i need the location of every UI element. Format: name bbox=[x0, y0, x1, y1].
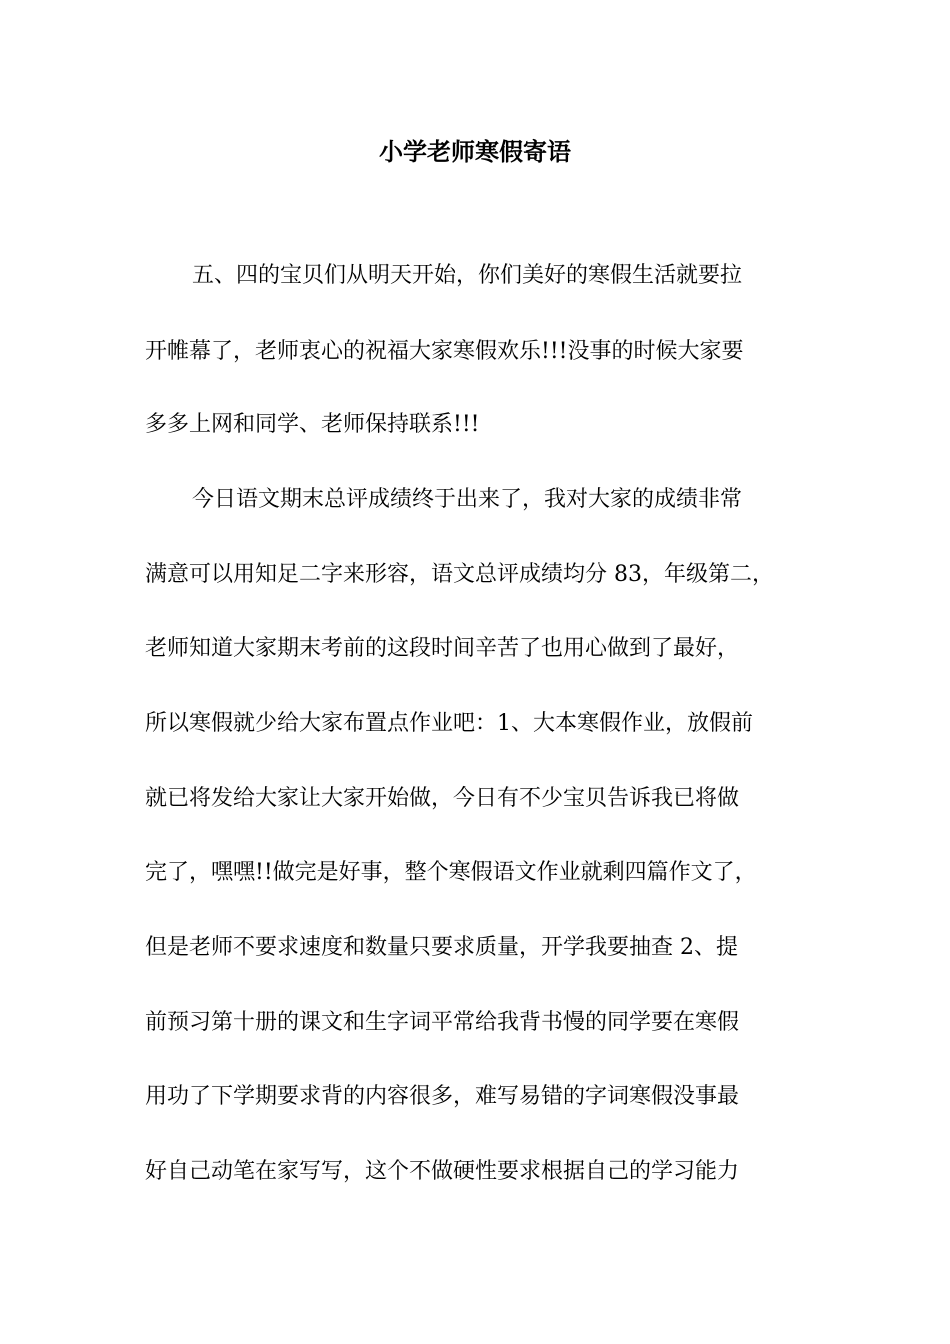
paragraph-2-line-8: 前预习第十册的课文和生字词平常给我背书慢的同学要在寒假 bbox=[145, 1010, 740, 1035]
paragraph-2-line-3: 老师知道大家期末考前的这段时间辛苦了也用心做到了最好， bbox=[145, 636, 740, 661]
document-title: 小学老师寒假寄语 bbox=[379, 137, 571, 166]
paragraph-1-line-2: 开帷幕了，老师衷心的祝福大家寒假欢乐!!!没事的时候大家要 bbox=[145, 339, 744, 364]
paragraph-2-line-5: 就已将发给大家让大家开始做，今日有不少宝贝告诉我已将做 bbox=[145, 786, 740, 811]
paragraph-2-line-6: 完了，嘿嘿!!做完是好事，整个寒假语文作业就剩四篇作文了， bbox=[145, 860, 757, 885]
paragraph-1-line-1: 五、四的宝贝们从明天开始，你们美好的寒假生活就要拉 bbox=[192, 263, 743, 288]
paragraph-2-line-4: 所以寒假就少给大家布置点作业吧：1、大本寒假作业，放假前 bbox=[145, 711, 753, 736]
paragraph-1-line-3: 多多上网和同学、老师保持联系!!! bbox=[145, 412, 480, 437]
paragraph-2-line-9: 用功了下学期要求背的内容很多，难写易错的字词寒假没事最 bbox=[145, 1084, 740, 1109]
paragraph-2-line-7: 但是老师不要求速度和数量只要求质量，开学我要抽查 2、提 bbox=[145, 935, 738, 960]
paragraph-2-line-10: 好自己动笔在家写写，这个不做硬性要求根据自己的学习能力 bbox=[145, 1159, 740, 1184]
paragraph-2-line-1: 今日语文期末总评成绩终于出来了，我对大家的成绩非常 bbox=[192, 487, 743, 512]
paragraph-2-line-2: 满意可以用知足二字来形容，语文总评成绩均分 83，年级第二， bbox=[145, 562, 774, 587]
